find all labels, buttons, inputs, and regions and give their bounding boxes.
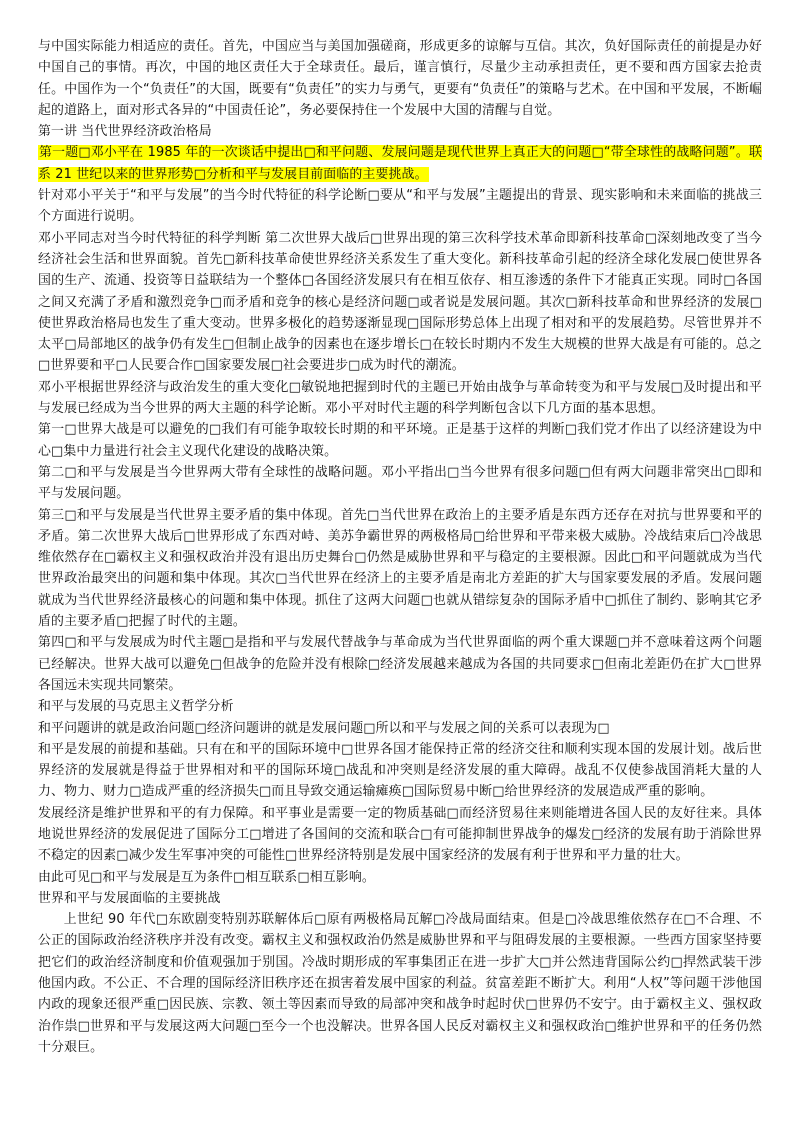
paragraph-challenges [38, 909, 762, 1058]
paragraph-text: 上世纪 90 年代□东欧剧变特别苏联解体后□原有两极格局瓦解□冷战局面结束。但是□冷战思维依然存在□不合理、不公正的国际政治经济秩序并没有改变。霸权主义和强权政治仍然是威胁世界和平与阻碍发展的主要根源。一些西方国家坚持要把它们的政治经济制度和价值观强加于别国。冷战时期形成的军事集团正在进一步扩大□并公然违背国际公约□捍然武装干涉他国内政。不公正、不合理的国际经济旧秩序还在损害着发展中国家的利益。贫富差距不断扩大。利用“人权”等问题干涉他国内政的现象还很严重□因民族、宗教、领土等因素而导致的局部冲突和战争时起时伏□世界仍不安宁。由于霸权主义、强权政治作祟□世界和平与发展这两大问题□至今一个也没解决。世界各国人民反对霸权主义和强权政治□维护世界和平的任务仍然十分艰巨。 [38, 912, 762, 1055]
paragraph-text: 第四□和平与发展成为时代主题□是指和平与发展代替战争与革命成为当代世界面临的两个重大课题□并不意味着这两个问题已经解决。世界大战可以避免□但战争的危险并没有根除□经济发展越来越成为各国的共同要求□但南北差距仍在扩大□世界各国远未实现共同繁荣。 [38, 635, 762, 693]
highlighted-question-text: 第一题□邓小平在 1985 年的一次谈话中提出□和平问题、发展问题是现代世界上真正大的问题□“带全球性的战略问题”。联系 21 世纪以来的世界形势□分析和平与发展目前面临的主要挑战。 [38, 145, 762, 182]
paragraph-text: 邓小平同志对当今时代特征的科学判断 第二次世界大战后□世界出现的第三次科学技术革命即新科技革命□深刻地改变了当今经济社会生活和世界面貌。首先□新科技革命使世界经济关系发生了重大变化。新科技革命引起的经济全球化发展□使世界各国的生产、流通、投资等日益联结为一个整体□各国经济发展只有在相互依存、相互渗透的条件下才能真正实现。同时□各国之间又充满了矛盾和激烈竞争□而矛盾和竞争的核心是经济问题□或者说是发展问题。其次□新科技革命和世界经济的发展□使世界政治格局也发生了重大变动。世界多极化的趋势逐渐显现□国际形势总体上出现了相对和平的发展趋势。尽管世界并不太平□局部地区的战争仍有发生□但制止战争的因素也在逐步增长□在较长时期内不发生大规模的世界大战是有可能的。总之□世界要和平□人民要合作□国家要发展□社会要进步□成为时代的潮流。 [38, 230, 762, 374]
paragraph-text: 第二□和平与发展是当今世界两大带有全球性的战略问题。邓小平指出□当今世界有很多问题□但有两大问题非常突出□即和平与发展问题。 [38, 464, 762, 502]
paragraph-intro [38, 36, 762, 121]
paragraph-text: 第三□和平与发展是当代世界主要矛盾的集中体现。首先□当代世界在政治上的主要矛盾是东西方还存在对抗与世界要和平的矛盾。第二次世界大战后□世界形成了东西对峙、美苏争霸世界的两极格局□给世界和平带来极大威胁。冷战结束后□冷战思维依然存在□霸权主义和强权政治并没有退出历史舞台□仍然是威胁世界和平与稳定的主要根源。因此□和平问题就成为当代世界政治最突出的问题和集中体现。其次□当代世界在经济上的主要矛盾是南北方差距的扩大与国家要发展的矛盾。发展问题就成为当代世界经济最核心的问题和集中体现。抓住了这两大问题□也就从错综复杂的国际矛盾中□抓住了制约、影响其它矛盾的主要矛盾□把握了时代的主题。 [38, 507, 762, 630]
paragraph-conclusion [38, 867, 762, 888]
section-heading-challenges [38, 888, 762, 909]
paragraph-text: 和平问题讲的就是政治问题□经济问题讲的就是发展问题□所以和平与发展之间的关系可以表现为□ [38, 720, 610, 736]
paragraph-text: 第一□世界大战是可以避免的□我们有可能争取较长时期的和平环境。正是基于这样的判断□我们党才作出了以经济建设为中心□集中力量进行社会主义现代化建设的战略决策。 [38, 422, 762, 459]
paragraph-text: 邓小平根据世界经济与政治发生的重大变化□敏锐地把握到时代的主题已开始由战争与革命转变为和平与发展□及时提出和平与发展已经成为当今世界的两大主题的科学论断。邓小平对时代主题的科学判断包含以下几方面的基本思想。 [38, 379, 762, 417]
paragraph-point-one [38, 419, 762, 462]
paragraph-point-two [38, 462, 762, 505]
heading-text: 第一讲 当代世界经济政治格局 [38, 124, 212, 140]
paragraph-text: 由此可见□和平与发展是互为条件□相互联系□相互影响。 [38, 869, 375, 885]
paragraph-deng-thesis [38, 377, 762, 420]
paragraph-text: 针对邓小平关于“和平与发展”的当今时代特征的科学论断□要从“和平与发展”主题提出的背景、现实影响和未来面临的挑战三个方面进行说明。 [38, 188, 762, 225]
paragraph-point-four [38, 632, 762, 696]
paragraph-era-judgment [38, 228, 762, 377]
heading-text: 世界和平与发展面临的主要挑战 [38, 890, 221, 906]
paragraph-peace-foundation [38, 739, 762, 803]
section-heading-lecture-one [38, 121, 762, 142]
paragraph-text: 和平是发展的前提和基础。只有在和平的国际环境中□世界各国才能保持正常的经济交往和顺利实现本国的发展计划。战后世界经济的发展就是得益于世界相对和平的国际环境□战乱和冲突则是经济发展的重大障碍。战乱不仅使参战国消耗大量的人力、物力、财力□造成严重的经济损失□而且导致交通运输瘫痪□国际贸易中断□给世界经济的发展造成严重的影响。 [38, 741, 762, 800]
paragraph-answer-intro [38, 185, 762, 228]
document-page [38, 36, 762, 1058]
section-heading-marxist-analysis [38, 696, 762, 717]
heading-text: 和平与发展的马克思主义哲学分析 [38, 699, 234, 715]
paragraph-point-three [38, 505, 762, 633]
paragraph-text: 发展经济是维护世界和平的有力保障。和平事业是需要一定的物质基础□而经济贸易往来则能增进各国人民的友好往来。具体地说世界经济的发展促进了国际分工□增进了各国间的交流和联合□有可能抑制世界战争的爆发□经济的发展有助于消除世界不稳定的因素□减少发生军事冲突的可能性□世界经济特别是发展中国家经济的发展有利于世界和平力量的壮大。 [38, 805, 762, 864]
paragraph-text: 与中国实际能力相适应的责任。首先，中国应当与美国加强磋商，形成更多的谅解与互信。其次，负好国际责任的前提是办好中国自己的事情。再次，中国的地区责任大于全球责任。最后，谨言慎行，尽量少主动承担责任，更不要和西方国家去抢责任。中国作为一个“负责任”的大国，既要有“负责任”的实力与勇气，更要有“负责任”的策略与艺术。在中国和平发展，不断崛起的道路上，面对形式各异的“中国责任论”，务必要保持住一个发展中大国的清醒与自觉。 [38, 39, 762, 118]
paragraph-relationship [38, 718, 762, 739]
paragraph-economy-guarantee [38, 803, 762, 867]
question-one-highlighted [38, 142, 762, 185]
